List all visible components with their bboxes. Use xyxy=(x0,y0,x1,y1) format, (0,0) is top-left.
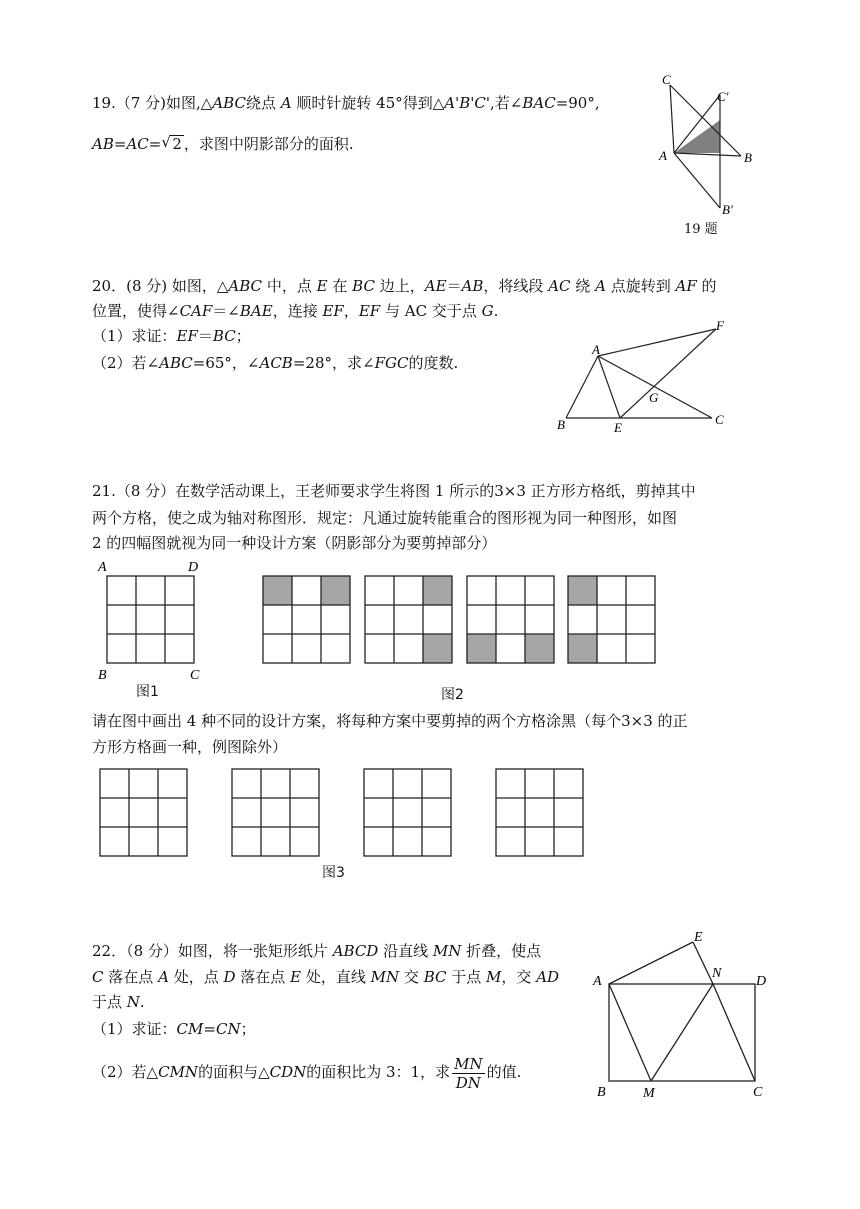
q22-segment-am xyxy=(609,984,651,1081)
q21-example-grid-3 xyxy=(467,576,554,663)
q20-text: 绕 xyxy=(575,277,591,295)
q22-text: 处，点 xyxy=(173,968,219,986)
q22-text: 沿直线 xyxy=(383,942,429,960)
q22-ad: AD xyxy=(536,968,560,986)
q22-d: D xyxy=(223,968,236,986)
q21-example-grid-4 xyxy=(568,576,655,663)
q19-figure xyxy=(640,68,770,243)
q20-text: ， xyxy=(343,302,359,320)
q20-text: 20．(8 分) 如图，△ xyxy=(92,277,229,295)
q22-label-e: E xyxy=(694,930,703,945)
q20-ef: EF xyxy=(358,302,381,320)
q20-text: 在 xyxy=(332,277,348,295)
q22-cm: CM xyxy=(176,1020,204,1038)
q22-abcd: ABCD xyxy=(332,942,379,960)
q22-text: 交 xyxy=(403,968,419,986)
q19-label-cprime: C′ xyxy=(717,89,729,104)
q19-sqrt: √ 2 xyxy=(161,133,182,153)
q19-label-c: C xyxy=(662,72,671,87)
q22-text: 落在点 xyxy=(108,968,154,986)
q22-mn: MN xyxy=(432,942,462,960)
q22-text: . xyxy=(139,993,145,1011)
q20-label-c: C xyxy=(715,412,724,427)
q20-text: ＝ xyxy=(446,277,462,295)
q22-cdn: CDN xyxy=(269,1063,307,1081)
q22-text: 处，直线 xyxy=(305,968,366,986)
q22-fraction-numerator: MN xyxy=(454,1054,483,1073)
q19-line2 xyxy=(92,134,354,154)
q22-sub2 xyxy=(92,1052,521,1092)
q22-line1 xyxy=(92,941,541,961)
q19-text: 绕点 xyxy=(245,94,276,112)
q22-line2 xyxy=(92,967,559,987)
q20-a: A xyxy=(595,277,606,295)
q22-mn: MN xyxy=(370,968,400,986)
q20-line1 xyxy=(92,276,717,296)
q20-af: AF xyxy=(675,277,697,295)
q22-label-c: C xyxy=(753,1085,763,1100)
q22-segment-nc xyxy=(713,984,755,1081)
q19-text: ，求图中阴影部分的面积. xyxy=(183,135,354,153)
q20-ac: AC xyxy=(548,277,571,295)
q21-line4: 请在图中画出 4 种不同的设计方案，将每种方案中要剪掉的两个方格涂黑（每个3×3 的正 xyxy=(92,712,688,730)
q21-line2: 两个方格，使之成为轴对称图形．规定：凡通过旋转能重合的图形视为同一种图形，如图 xyxy=(92,509,678,527)
q22-segment-mn xyxy=(651,984,713,1081)
q22-n: N xyxy=(126,993,140,1011)
q19-segment-abp xyxy=(674,153,720,208)
q20-g: G xyxy=(481,302,494,320)
q22-text: = xyxy=(203,1020,216,1038)
q22-text: 折叠，使点 xyxy=(466,942,542,960)
q22-text: 的面积比为 3：1，求 xyxy=(306,1063,451,1081)
q21-label-a: A xyxy=(98,560,107,575)
q20-abc-angle: ABC xyxy=(159,354,193,372)
q22-label-m: M xyxy=(643,1086,655,1101)
q22-text: （2）若△ xyxy=(92,1063,159,1081)
q20-acb-angle: ACB xyxy=(259,354,293,372)
q22-label-d: D xyxy=(756,974,767,989)
q20-label-g: G xyxy=(649,390,659,405)
q20-line2 xyxy=(92,301,498,321)
q20-ef: EF xyxy=(176,327,198,345)
q20-text: 点旋转到 xyxy=(610,277,671,295)
q19-label-b: B xyxy=(744,150,752,165)
q19-triangle-prime: A'B'C' xyxy=(444,94,490,112)
q21-figure1 xyxy=(95,556,210,683)
q19-triangle-abc: ABC xyxy=(212,94,246,112)
q21-figure3 xyxy=(95,764,595,862)
q20-segment-ac xyxy=(598,356,712,418)
q22-segment-en xyxy=(693,942,713,984)
q20-text: 的度数. xyxy=(408,354,459,372)
q22-figure xyxy=(590,924,775,1104)
q21-label-d: D xyxy=(188,560,199,575)
q21-line3: 2 的四幅图就视为同一种设计方案（阴影部分为要剪掉部分） xyxy=(92,534,497,552)
q22-text: 的面积与△ xyxy=(198,1063,270,1081)
q19-sqrt-radicand: 2 xyxy=(172,135,182,153)
q21-figure2-caption: 图2 xyxy=(441,687,464,703)
q20-text: ，连接 xyxy=(272,302,318,320)
q19-text: = xyxy=(148,135,162,153)
q22-e: E xyxy=(290,968,302,986)
q20-ab: AB xyxy=(461,277,484,295)
q21-figure1-caption: 图1 xyxy=(136,684,159,700)
q21-blank-grid-2[interactable] xyxy=(232,769,319,856)
q20-caf: CAF xyxy=(179,302,213,320)
q22-sub1 xyxy=(92,1019,256,1039)
q22-text: （1）求证： xyxy=(92,1020,177,1038)
q20-text: . xyxy=(493,302,499,320)
q20-text: 与 AC 交于点 xyxy=(385,302,477,320)
q19-segment-ca xyxy=(670,85,674,153)
q20-text: 的 xyxy=(701,277,717,295)
q21-example-grid-1 xyxy=(263,576,350,663)
q21-example-grid-2 xyxy=(365,576,452,663)
q19-number: 19 xyxy=(92,94,112,112)
q20-sub1 xyxy=(92,326,251,346)
q20-ae: AE xyxy=(424,277,447,295)
q19-point-a: A xyxy=(280,94,292,112)
q22-text: 于点 xyxy=(92,993,123,1011)
q20-text: （1）求证： xyxy=(92,327,177,345)
q21-blank-grid-1[interactable] xyxy=(100,769,187,856)
q21-figure1-grid xyxy=(107,576,194,663)
q19-ac: AC xyxy=(126,135,149,153)
q20-label-b: B xyxy=(557,417,565,432)
q22-c: C xyxy=(92,968,104,986)
q19-ab: AB xyxy=(92,135,114,153)
q20-segment-ef xyxy=(620,329,716,418)
q20-sub2 xyxy=(92,353,458,373)
q20-text: （2）若∠ xyxy=(92,354,160,372)
q21-line5: 方形方格画一种，例图除外） xyxy=(92,738,288,756)
q20-bae: BAE xyxy=(239,302,273,320)
q22-text: 的值. xyxy=(486,1063,522,1081)
q19-segment-ab xyxy=(674,153,741,156)
q22-m: M xyxy=(486,968,502,986)
q22-text: 落在点 xyxy=(240,968,286,986)
q22-label-n: N xyxy=(712,966,722,981)
q22-segment-ae xyxy=(609,942,693,984)
q20-label-a: A xyxy=(592,342,600,357)
q19-text: ,若∠ xyxy=(490,94,523,112)
q22-fraction-denominator: DN xyxy=(455,1073,481,1092)
q21-line1: 21.（8 分）在数学活动课上，王老师要求学生将图 1 所示的3×3 正方形方格纸，剪掉其中 xyxy=(92,482,696,500)
q19-text: =90°, xyxy=(555,94,600,112)
q19-label-a: A xyxy=(659,148,667,163)
q20-bc: BC xyxy=(212,327,236,345)
q20-fgc-angle: FGC xyxy=(374,354,409,372)
q20-text: ＝ xyxy=(197,327,213,345)
q21-figure2 xyxy=(255,570,665,666)
q20-text: ＝∠ xyxy=(212,302,240,320)
q22-text: ，交 xyxy=(501,968,532,986)
q19-score: .（7 分) xyxy=(111,94,167,112)
q20-figure xyxy=(550,316,740,436)
q19-line1 xyxy=(92,93,600,113)
q22-a: A xyxy=(158,968,169,986)
q19-text: 如图,△ xyxy=(166,94,213,112)
q20-segment-af xyxy=(598,329,716,356)
q19-text: 顺时针旋转 45°得到△ xyxy=(296,94,445,112)
q21-blank-grid-3[interactable] xyxy=(364,769,451,856)
q22-text: ； xyxy=(240,1020,256,1038)
q22-bc: BC xyxy=(423,968,447,986)
q19-angle-bac: BAC xyxy=(522,94,556,112)
q20-text: =65°，∠ xyxy=(192,354,260,372)
q22-cmn: CMN xyxy=(158,1063,199,1081)
q20-segment-ae xyxy=(598,356,620,418)
q22-fraction xyxy=(452,1055,484,1092)
q20-text: =28°，求∠ xyxy=(292,354,375,372)
q20-text: 位置，使得∠ xyxy=(92,302,180,320)
q22-label-b: B xyxy=(597,1085,606,1100)
q21-label-c: C xyxy=(190,668,200,683)
q22-cn: CN xyxy=(215,1020,241,1038)
q21-blank-grid-4[interactable] xyxy=(496,769,583,856)
q22-line3 xyxy=(92,992,145,1012)
q20-text: ； xyxy=(235,327,251,345)
q20-text: 边上， xyxy=(379,277,425,295)
q20-label-e: E xyxy=(614,420,622,435)
q21-label-b: B xyxy=(98,668,107,683)
q22-text: 22．（8 分）如图，将一张矩形纸片 xyxy=(92,942,328,960)
q20-text: 中，点 xyxy=(266,277,312,295)
q20-abc: ABC xyxy=(228,277,263,295)
q20-segment-ab xyxy=(566,356,598,418)
q20-ef: EF xyxy=(322,302,344,320)
q19-text: = xyxy=(113,135,127,153)
q21-figure3-caption: 图3 xyxy=(322,865,345,881)
q20-label-f: F xyxy=(716,318,724,333)
q22-label-a: A xyxy=(593,974,602,989)
q20-text: ，将线段 xyxy=(483,277,544,295)
q20-e: E xyxy=(316,277,328,295)
q19-figure-caption: 19 题 xyxy=(684,222,718,237)
q19-label-bprime: B′ xyxy=(722,202,733,217)
q20-bc: BC xyxy=(352,277,375,295)
q22-text: 于点 xyxy=(451,968,482,986)
